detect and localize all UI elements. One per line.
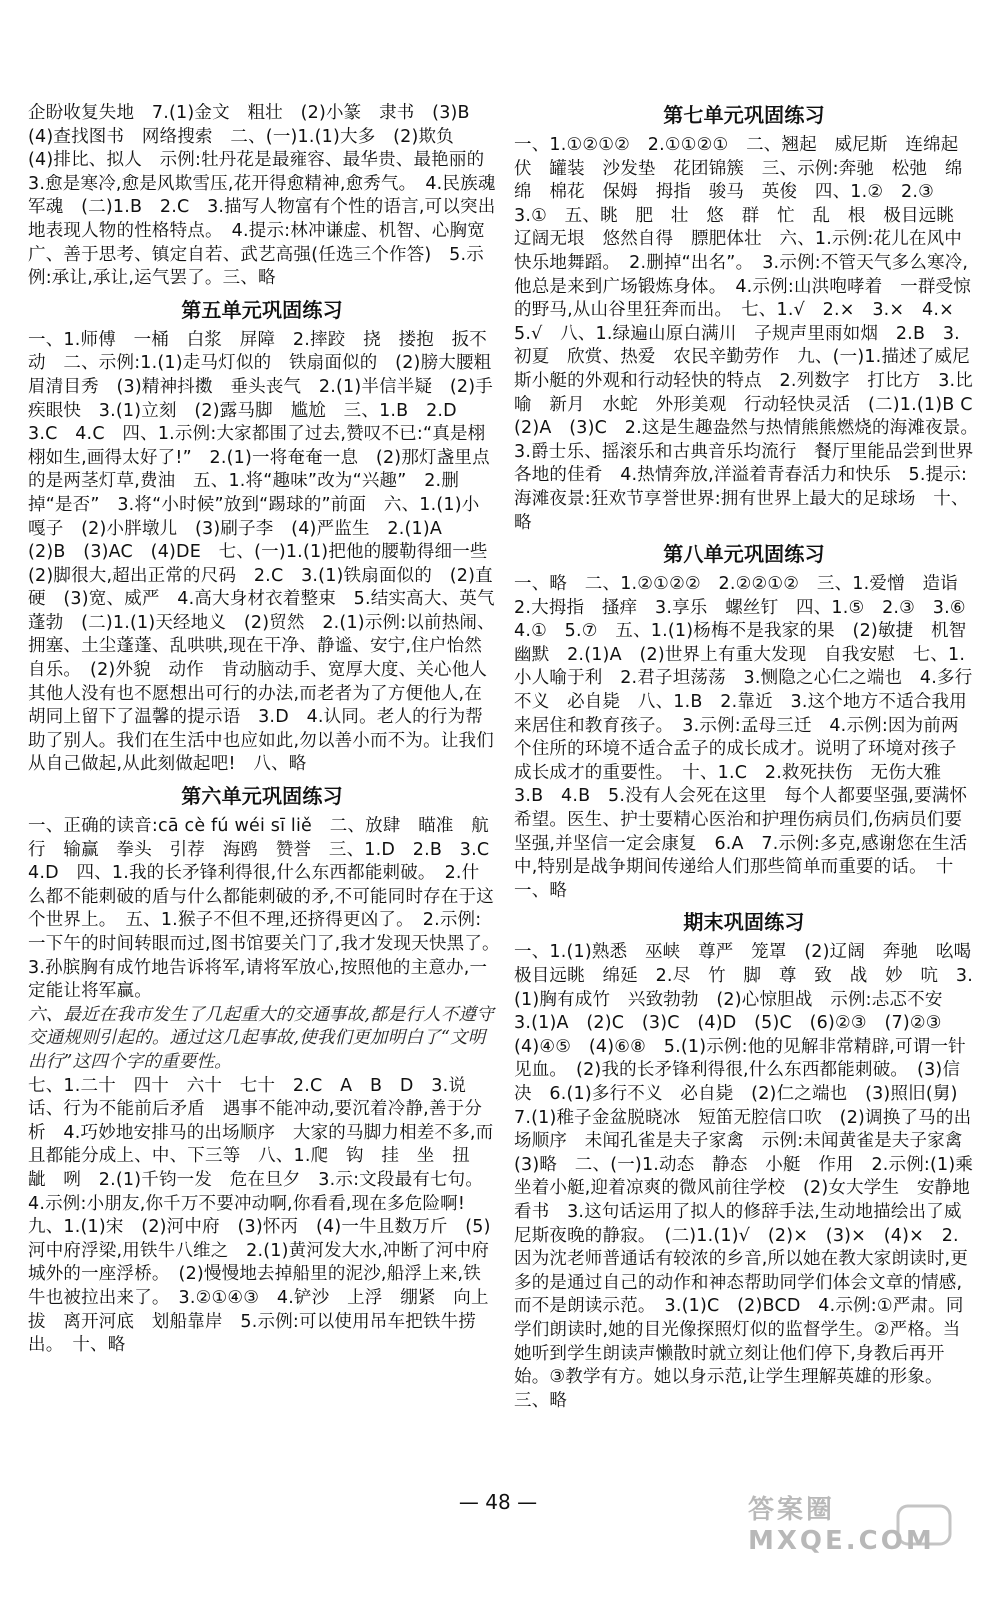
handwritten-correction: 六、最近在我市发生了几起重大的交通事故,都是行人不遵守交通规则引起的。通过这几起事故,使我们更加明白了“文明出行”这四个字的重要性。 [28, 1004, 494, 1072]
unit7-text: 一、1.①②①② 2.①①②① 二、翘起 威尼斯 连绵起伏 罐装 沙发垫 花团锦簇 三、示例:奔驰 松弛 绵绵 棉花 保姆 拇指 骏马 英俊 四、1.② 2.③ 3.① 五、眺 肥 壮 悠 群 忙 乱 根 极目远眺 辽阔无垠 悠然自得 膘肥体壮 六、1.示例:花儿在风中快乐地舞蹈。 2.删掉“出名”。 3.示例:不管天气多么寒冷,他总是来到广场锻炼身体。 4.示例:山洪咆哮着 一群受惊的野马,从山谷里狂奔而出。 七、1.√ 2.× 3.× 4.× 5.√ 八、1.绿遍山原白满川 子规声里雨如烟 2.B 3.初夏 欣赏、热爱 农民辛勤劳作 九、(一)1.描述了威尼斯小艇的外观和行动轻快的特点 2.列数字 打比方 3.比喻 新月 水蛇 外形美观 行动轻快灵活 (二)1.(1)B C (2)A (3)C 2.这是生趣盎然与热情熊熊燃烧的海滩夜景。 3.爵士乐、摇滚乐和古典音乐均流行 餐厅里能品尝到世界各地的佳肴 4.热情奔放,洋溢着青春活力和快乐 5.提示:海滩夜景:狂欢节享誉世界:拥有世界上最大的足球场 十、略 [514, 135, 991, 533]
intro-text: 企盼收复失地 7.(1)金文 粗壮 (2)小篆 隶书 (3)B (4)查找图书 网络搜索 二、(一)1.(1)大多 (2)欺负 (4)排比、拟人 示例:牡丹花是最雍容、最华贵、最艳丽的 3.愈是寒冷,愈是风欺雪压,花开得愈精神,愈秀气。 4.民族魂 军魂 (二)1.B 2.C 3.描写人物富有个性的语言,可以突出地表现人物的性格特点。 4.提示:林冲谦虚、机智、心胸宽广、善于思考、镇定自若、武艺高强(任选三个作答) 5.示例:承让,承让,运气罢了。三、略 [28, 103, 514, 289]
heading-unit8: 第八单元巩固练习 [663, 542, 825, 567]
unit6-text: 一、正确的读音:cā cè fú wéi sī liě 二、放肆 瞄准 航行 输赢 拳头 引荐 海鸥 赞誉 三、1.D 2.B 3.C 4.D 四、1.我的长矛锋利得很,什么东西都能刺破。 2.什么都不能刺破的盾与什么都能刺破的矛,不可能同时存在于这个世界上。 五、1.猴子不但不理,还挤得更凶了。 2.示例:一下午的时间转眼而过,图书馆要关门了,我才发现天快黑了。 3.孙膑胸有成竹地告诉将军,请将军放心,按照他的主意办,一定能让将军赢。 [28, 816, 509, 1002]
heading-unit7: 第七单元巩固练习 [663, 103, 825, 127]
watermark-text: 答案圈 MXQE.COM [748, 1495, 935, 1556]
unit5-text: 一、1.师傅 一桶 白浆 屏障 2.摔跤 挠 搂抱 扳不动 二、示例:1.(1)走马灯似的 铁扇面似的 (2)膀大腰粗 眉清目秀 (3)精神抖擞 垂头丧气 2.(1)半信半疑 (2)手疾眼快 3.(1)立刻 (2)露马脚 尴尬 三、1.B 2.D 3.C 4.C 四、1.示例:大家都围了过去,赞叹不已:“真是栩栩如生,画得太好了!” 2.(1)一将奄奄一息 (2)那灯盏里点的是两茎灯草,费油 五、1.将“趣味”改为“兴趣” 2.删掉“是否” 3.将“小时候”放到“踢球的”前面 六、1.(1)小嘎子 (2)小胖墩儿 (3)刷子李 (4)严监生 2.(1)A (2)B (3)AC (4)DE 七、(一)1.(1)把他的腰勒得细一些 (2)脚很大,超出正常的尺码 2.C 3.(1)铁扇面似的 (2)直硬 (3)宽、威严 4.高大身材衣着整束 5.结实高大、英气蓬勃 (二)1.(1)天经地义 (2)贸然 2.(1)示例:以前热闹、拥塞、土尘蓬蓬、乱哄哄,现在干净、静谧、安宁,住户怡然自乐。 (2)外貌 动作 肯动脑动手、宽厚大度、关心他人 其他人没有也不愿想出可行的办法,而老者为了方便他人,在胡同上留下了温馨的提示语 3.D 4.认同。老人的行为帮助了别人。我们在生活中也应如此,勿以善小而不为。让我们从自己做起,从此刻做起吧! 八、略 [28, 329, 510, 775]
watermark-logo [748, 1495, 978, 1564]
unit8-text: 一、略 二、1.②①②② 2.②②①② 三、1.爱憎 造诣 2.大拇指 搔痒 3.享乐 螺丝钉 四、1.⑤ 2.③ 3.⑥ 4.① 5.⑦ 五、1.(1)杨梅不是我家的果 (2)敏捷 机智幽默 2.(1)A (2)世界上有重大发现 自我安慰 七、1.小人喻于利 2.君子坦荡荡 3.恻隐之心仁之端也 4.多行不义 必自毙 八、1.B 2.靠近 3.这个地方不适合我用来居住和教育孩子。 3.示例:孟母三迁 4.示例:因为前两个住所的环境不适合孟子的成长成才。说明了环境对孩子成长成才的重要性。 十、1.C 2.救死扶伤 无伤大雅 3.B 4.B 5.没有人会死在这里 每个人都要坚强,要满怀希望。医生、护士要精心医治和护理伤病员们,伤病员们要坚强,并坚信一定会康复 6.A 7.示例:多克,感谢您在生活中,特别是战争期间传递给人们那些简单而重要的话。 十一、略 [514, 574, 984, 901]
unit6-text-continued: 七、1.二十 四十 六十 七十 2.C A B D 3.说话、行为不能前后矛盾 遇事不能冲动,要沉着冷静,善于分析 4.巧妙地安排马的出场顺序 大家的马脚力相差不多,而且都能分成上、中、下三等 八、1.爬 钩 挂 坐 扭 龇 咧 2.(1)千钧一发 危在旦夕 3.示:文段最有七句。 4.示例:小朋友,你千万不要冲动啊,你看看,现在多危险啊! 九、1.(1)宋 (2)河中府 (3)怀丙 (4)一牛且数万斤 (5)河中府浮梁,用铁牛八维之 2.(1)黄河发大水,冲断了河中府城外的一座浮桥。 (2)慢慢地去掉船里的泥沙,船浮上来,铁牛也被拉出来了。 3.②①④③ 4.铲沙 上浮 绷紧 向上拔 离开河底 划船靠岸 5.示例:可以使用吊车把铁牛捞出。 十、略 [28, 1075, 494, 1356]
page-number: — 48 — [458, 1490, 538, 1514]
left-column [28, 102, 514, 1358]
final-text: 一、1.(1)熟悉 巫峡 尊严 笼罩 (2)辽阔 奔驰 吆喝 极目远眺 绵延 2.尽 竹 脚 尊 致 战 妙 吭 3.(1)胸有成竹 兴致勃勃 (2)心惊胆战 示例:忐忑不安 3.(1)A (2)C (3)C (4)D (5)C (6)②③ (7)②③ (4)④⑤ (4)⑥⑧ 5.(1)示例:他的见解非常精辟,可谓一针见血。 (2)我的长矛锋利得很,什么东西都能刺破。 (3)信 决 6.(1)多行不义 必自毙 (2)仁之端也 (3)照旧(舅) 7.(1)稚子金盆脱晓冰 短笛无腔信口吹 (2)调换了马的出场顺序 未闻孔雀是夫子家禽 示例:未闻黄雀是夫子家禽 (3)略 二、(一)1.动态 静态 小艇 作用 2.示例:(1)乘坐着小艇,迎着凉爽的微风前往学校 (2)女大学生 安静地看书 3.这句话运用了拟人的修辞手法,生动地描绘出了威尼斯夜晚的静寂。 (二)1.(1)√ (2)× (3)× (4)× 2.因为沈老师普通话有较浓的乡音,所以她在教大家朗读时,更多的是通过自己的动作和神态帮助同学们体会文章的情感,而不是朗读示范。 3.(1)C (2)BCD 4.示例:①严肃。同学们朗读时,她的目光像探照灯似的监督学生。②严格。当她听到学生朗读声懒散时就立刻让他们停下,身教后再开始。③教学有方。她以身示范,让学生理解英雄的形象。 三、略 [514, 942, 989, 1411]
right-column [514, 102, 991, 1413]
heading-unit5: 第五单元巩固练习 [181, 297, 343, 322]
heading-unit6: 第六单元巩固练习 [181, 784, 343, 809]
heading-final: 期末巩固练习 [683, 910, 805, 935]
